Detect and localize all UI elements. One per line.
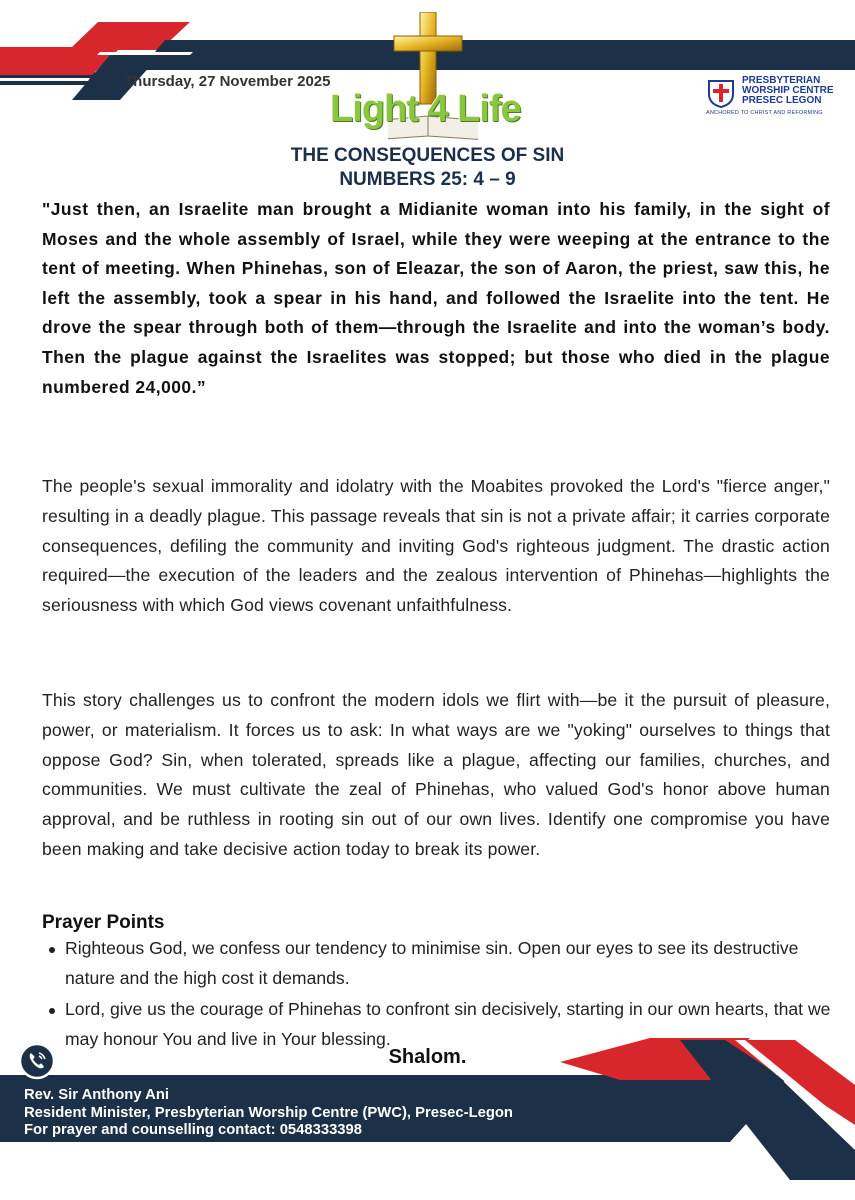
church-crest-icon (706, 78, 736, 108)
closing-word: Shalom. (388, 1046, 467, 1068)
reflection-paragraph: The people's sexual immorality and idolatry with the Moabites provoked the Lord's "fierce anger," resulting in a deadly plague. This passage reveals that sin is not a private affair; it carries corporate consequences, defiling the community and inviting God's righteous judgment. The drastic action required—the execution of the leaders and the zealous intervention of Phinehas—highlights the seriousness with which God views covenant unfaithfulness. (42, 476, 830, 616)
author-role: Resident Minister, Presbyterian Worship Centre (PWC), Presec-Legon (24, 1104, 513, 1121)
scripture-reference: NUMBERS 25: 4 – 9 (339, 169, 516, 190)
application-paragraph: This story challenges us to confront the modern idols we flirt with—be it the pursuit of pleasure, power, or materialism. It forces us to ask: In what ways are we "yoking" ourselves to things that oppose God? Sin, when tolerated, spreads like a plague, affecting our families, churches, and communities. We must cultivate the zeal of Phinehas, who valued God's honor above human approval, and be ruthless in rooting sin out of our own lives. Identify one compromise you have been making and take decisive action today to break its power. (42, 690, 830, 859)
prayer-points-heading: Prayer Points (42, 912, 165, 933)
devotion-title: THE CONSEQUENCES OF SIN (290, 145, 565, 166)
brand-logo-text: Light 4 Life (330, 88, 521, 130)
prayer-point: Lord, give us the courage of Phinehas to confront sin decisively, starting in our own hearts, that we may honour You and live in Your blessing. (42, 995, 832, 1054)
church-motto: ANCHORED TO CHRIST AND REFORMING (706, 110, 823, 116)
devotion-date: Thursday, 27 November 2025 (124, 73, 331, 90)
author-name: Rev. Sir Anthony Ani (24, 1087, 169, 1103)
prayer-point: Righteous God, we confess our tendency to minimise sin. Open our eyes to see its destructive nature and the high cost it demands. (42, 934, 832, 993)
author-signature (24, 1087, 513, 1140)
contact-line: For prayer and counselling contact: 0548333398 (24, 1122, 362, 1138)
scripture-quote: "Just then, an Israelite man brought a Midianite woman into his family, in the sight of Moses and the whole assembly of Israel, while they were weeping at the entrance to the tent of meeting. When Phinehas, son of Eleazar, the son of Aaron, the priest, saw this, he left the assembly, took a spear in his hand, and followed the Israelite into the tent. He drove the spear through both of them—through the Israelite and into the woman’s body. Then the plague against the Israelites was stopped; but those who died in the plague numbered 24,000.” (42, 199, 830, 397)
church-name: PRESBYTERIAN WORSHIP CENTRE PRESEC LEGON (742, 75, 834, 106)
